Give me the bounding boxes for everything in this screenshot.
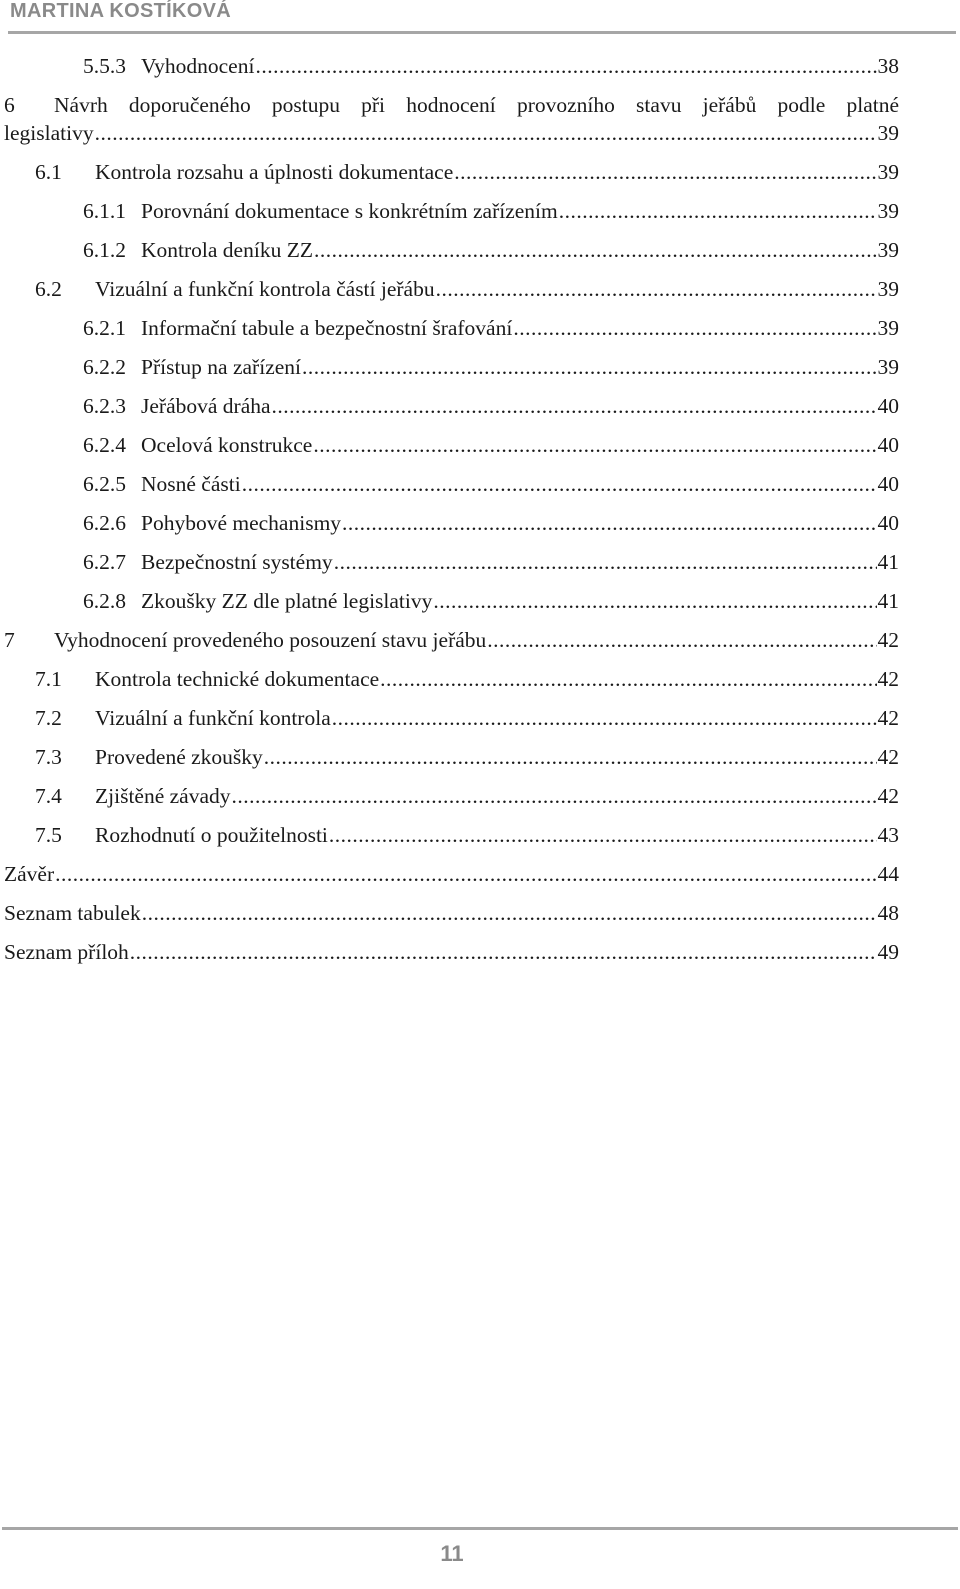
page-number: 11 xyxy=(440,1541,464,1566)
toc-entry-title: Vyhodnocení provedeného posouzení stavu jeřábu xyxy=(54,628,487,652)
toc-entry-page: 40 xyxy=(877,511,899,535)
toc-entry-number: 6 xyxy=(4,93,15,117)
toc-leader-dots xyxy=(264,741,877,773)
toc-entry-page: 48 xyxy=(877,901,899,925)
toc-entry-page: 39 xyxy=(877,277,899,301)
toc-leader-dots xyxy=(329,819,877,851)
toc-entry-page: 39 xyxy=(877,199,899,223)
toc-leader-dots xyxy=(436,273,877,305)
toc-entry-title: Nosné části xyxy=(141,472,241,496)
toc-entry[interactable] xyxy=(4,624,899,656)
toc-entry[interactable] xyxy=(4,858,899,890)
toc-entry-title: Rozhodnutí o použitelnosti xyxy=(95,823,328,847)
toc-entry[interactable] xyxy=(35,819,899,851)
toc-entry-page: 40 xyxy=(877,433,899,457)
toc-entry-title: Provedené zkoušky xyxy=(95,745,263,769)
toc-entry-title: legislativy xyxy=(4,121,94,145)
toc-entry[interactable] xyxy=(35,741,899,773)
toc-leader-dots xyxy=(313,429,876,461)
toc-entry-title: Kontrola deníku ZZ xyxy=(141,238,313,262)
toc-entry[interactable] xyxy=(83,195,899,227)
toc-entry-title: Vizuální a funkční kontrola částí jeřábu xyxy=(95,277,435,301)
toc-entry[interactable] xyxy=(4,897,899,929)
toc-entry[interactable] xyxy=(35,156,899,188)
toc-leader-dots xyxy=(232,780,877,812)
toc-entry-title: Kontrola rozsahu a úplnosti dokumentace xyxy=(95,160,454,184)
toc-entry-number: 6.1.1 xyxy=(83,199,126,223)
toc-entry-page: 44 xyxy=(877,862,899,886)
toc-entry[interactable] xyxy=(35,273,899,305)
toc-entry-number: 6.2.8 xyxy=(83,589,126,613)
toc-leader-dots xyxy=(487,624,876,656)
toc-entry-number: 7.5 xyxy=(35,823,62,847)
footer-divider xyxy=(2,1527,958,1530)
toc-entry[interactable] xyxy=(83,429,899,461)
toc-entry-page: 43 xyxy=(877,823,899,847)
toc-entry-title-line1-text: Návrh doporučeného postupu při hodnocení provozního stavu jeřábů podle platné xyxy=(54,93,899,117)
toc-entry[interactable] xyxy=(35,702,899,734)
toc-leader-dots xyxy=(433,585,876,617)
toc-entry-title: Informační tabule a bezpečnostní šrafování xyxy=(141,316,513,340)
toc-entry-page: 39 xyxy=(877,238,899,262)
toc-entry-page: 40 xyxy=(877,394,899,418)
toc-entry-title: Zkoušky ZZ dle platné legislativy xyxy=(141,589,433,613)
toc-entry-title: Pohybové mechanismy xyxy=(141,511,342,535)
toc-leader-dots xyxy=(513,312,876,344)
toc-entry-title: Ocelová konstrukce xyxy=(141,433,313,457)
toc-entry[interactable] xyxy=(83,50,899,82)
toc-entry-page: 39 xyxy=(877,160,899,184)
toc-entry-number: 6.2 xyxy=(35,277,62,301)
toc-leader-dots xyxy=(559,195,877,227)
toc-leader-dots xyxy=(55,858,876,890)
toc-entry-page: 41 xyxy=(877,550,899,574)
toc-leader-dots xyxy=(242,468,877,500)
toc-entry[interactable] xyxy=(4,117,899,149)
toc-entry-page: 41 xyxy=(877,589,899,613)
toc-entry[interactable] xyxy=(83,507,899,539)
toc-entry-number: 6.2.1 xyxy=(83,316,126,340)
toc-entry-page: 49 xyxy=(877,940,899,964)
toc-leader-dots xyxy=(334,546,877,578)
toc-leader-dots xyxy=(332,702,877,734)
toc-entry-title: Závěr xyxy=(4,862,55,886)
toc-entry[interactable] xyxy=(4,936,899,968)
toc-entry-page: 39 xyxy=(877,121,899,145)
toc-entry-page: 39 xyxy=(877,316,899,340)
toc-entry[interactable] xyxy=(83,234,899,266)
toc-entry-title: Kontrola technické dokumentace xyxy=(95,667,380,691)
toc-leader-dots xyxy=(380,663,876,695)
toc-entry-page: 42 xyxy=(877,784,899,808)
toc-entry[interactable] xyxy=(83,390,899,422)
toc-entry-title: Vyhodnocení xyxy=(141,54,255,78)
toc-entry-number: 6.2.3 xyxy=(83,394,126,418)
toc-entry-number: 5.5.3 xyxy=(83,54,126,78)
toc-entry-number: 6.2.4 xyxy=(83,433,126,457)
toc-entry[interactable] xyxy=(83,546,899,578)
toc-entry-title: Vizuální a funkční kontrola xyxy=(95,706,331,730)
toc-entry-page: 42 xyxy=(877,745,899,769)
toc-entry-number: 7.4 xyxy=(35,784,62,808)
toc-leader-dots xyxy=(142,897,877,929)
toc-entry-number: 7.1 xyxy=(35,667,62,691)
toc-leader-dots xyxy=(454,156,876,188)
toc-entry-number: 7.2 xyxy=(35,706,62,730)
toc-leader-dots xyxy=(95,117,877,149)
toc-entry-page: 40 xyxy=(877,472,899,496)
toc-entry[interactable] xyxy=(83,585,899,617)
toc-entry-number: 6.2.7 xyxy=(83,550,126,574)
toc-entry-title: Přístup na zařízení xyxy=(141,355,302,379)
toc-entry[interactable] xyxy=(83,312,899,344)
toc-entry-page: 38 xyxy=(877,54,899,78)
toc-entry-page: 39 xyxy=(877,355,899,379)
toc-entry-number: 6.2.5 xyxy=(83,472,126,496)
toc-entry-page: 42 xyxy=(877,667,899,691)
toc-entry-title: Bezpečnostní systémy xyxy=(141,550,333,574)
toc-leader-dots xyxy=(130,936,877,968)
toc-entry-number: 7 xyxy=(4,628,15,652)
header-divider xyxy=(8,31,956,34)
toc-entry-number: 6.1.2 xyxy=(83,238,126,262)
toc-entry[interactable] xyxy=(83,351,899,383)
running-header-author: MARTINA KOSTÍKOVÁ xyxy=(10,0,232,22)
toc-entry-page: 42 xyxy=(877,706,899,730)
toc-entry[interactable] xyxy=(83,468,899,500)
toc-entry-title: Seznam příloh xyxy=(4,940,129,964)
toc-entry-number: 7.3 xyxy=(35,745,62,769)
toc-entry[interactable] xyxy=(35,663,899,695)
toc-entry-title: Zjištěné závady xyxy=(95,784,231,808)
toc-leader-dots xyxy=(342,507,876,539)
toc-leader-dots xyxy=(314,234,877,266)
toc-entry-number: 6.2.6 xyxy=(83,511,126,535)
toc-entry-number: 6.2.2 xyxy=(83,355,126,379)
toc-entry[interactable] xyxy=(35,780,899,812)
toc-entry-number: 6.1 xyxy=(35,160,62,184)
toc-entry-title: Porovnání dokumentace s konkrétním zařízením xyxy=(141,199,558,223)
toc-entry-title: Jeřábová dráha xyxy=(141,394,271,418)
toc-leader-dots xyxy=(302,351,876,383)
toc-leader-dots xyxy=(255,50,876,82)
toc-leader-dots xyxy=(272,390,877,422)
toc-entry-title: Seznam tabulek xyxy=(4,901,141,925)
toc-entry-page: 42 xyxy=(877,628,899,652)
